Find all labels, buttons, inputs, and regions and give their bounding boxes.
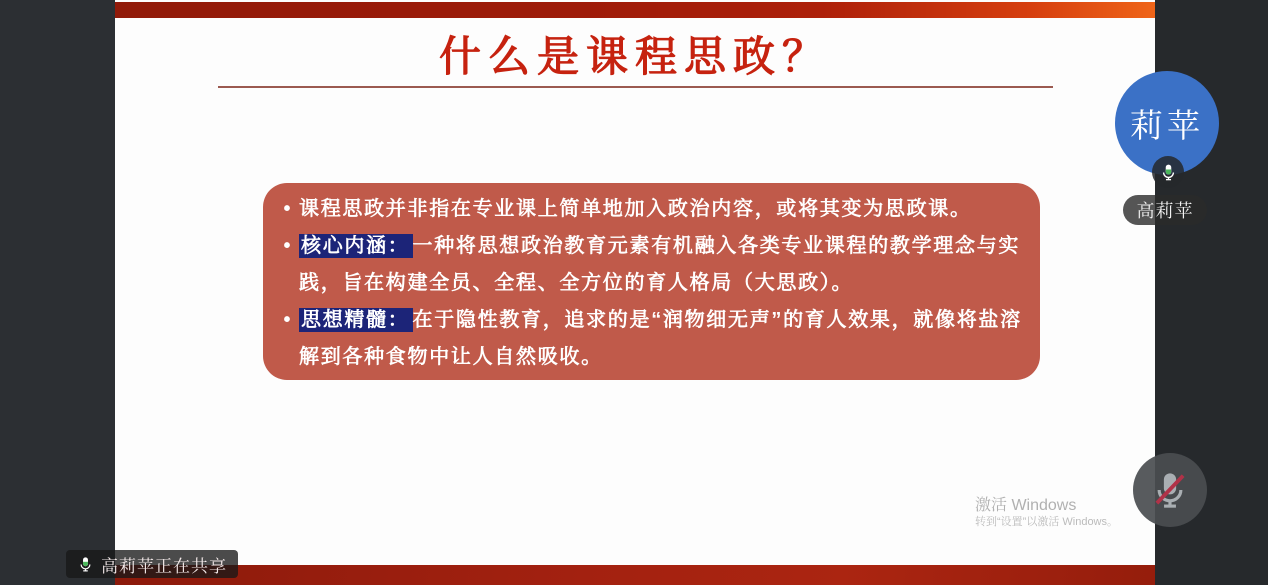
- mic-muted-icon: [1149, 469, 1191, 511]
- bullet-item: [275, 228, 1024, 302]
- bullet-item: [275, 302, 1024, 376]
- bullet-dot: •: [283, 235, 291, 257]
- title-underline: [218, 86, 1053, 88]
- bullet-dot: •: [283, 198, 291, 220]
- slide-title: 什么是课程思政？: [438, 32, 831, 81]
- watermark-line2: 转到“设置”以激活 Windows。: [975, 516, 1119, 528]
- shared-screen: [115, 0, 1155, 585]
- mic-muted-button[interactable]: [1133, 453, 1207, 527]
- mic-icon: [1159, 163, 1178, 182]
- sharing-status-badge: [66, 550, 238, 578]
- participant-name-badge: 高莉苹: [1123, 195, 1207, 225]
- sharing-status-text: 高莉苹正在共享: [101, 556, 227, 576]
- bullet-segment: 一种将思想政治教育元素有机融入各类专业课程的教学理念与实践，旨在构建全员、全程、全方位的育人格局（大思政）。: [299, 235, 1021, 294]
- bullet-text: [299, 191, 1024, 228]
- bullet-item: [275, 191, 1024, 228]
- bullet-segment-highlighted: 核心内涵：: [299, 234, 413, 258]
- watermark-line1: 激活 Windows: [975, 497, 1077, 514]
- slide-content-box: [263, 183, 1040, 380]
- mic-icon: [77, 556, 94, 573]
- bullet-segment: 在于隐性教育，追求的是“润物细无声”的育人效果，就像将盐溶解到各种食物中让人自然吸收。: [299, 309, 1022, 368]
- bullet-dot: •: [283, 309, 291, 331]
- bullet-text: [299, 302, 1024, 376]
- windows-activation-watermark: [975, 496, 1118, 529]
- bullet-segment: 课程思政并非指在专业课上简单地加入政治内容，或将其变为思政课。: [299, 198, 972, 220]
- bullet-text: [299, 228, 1024, 302]
- slide-top-bar: [115, 2, 1155, 18]
- avatar-initials: 莉苹: [1130, 106, 1204, 144]
- mic-active-indicator: [1152, 156, 1184, 188]
- slide-bottom-bar: [115, 565, 1155, 585]
- bullet-segment-highlighted: 思想精髓：: [299, 308, 413, 332]
